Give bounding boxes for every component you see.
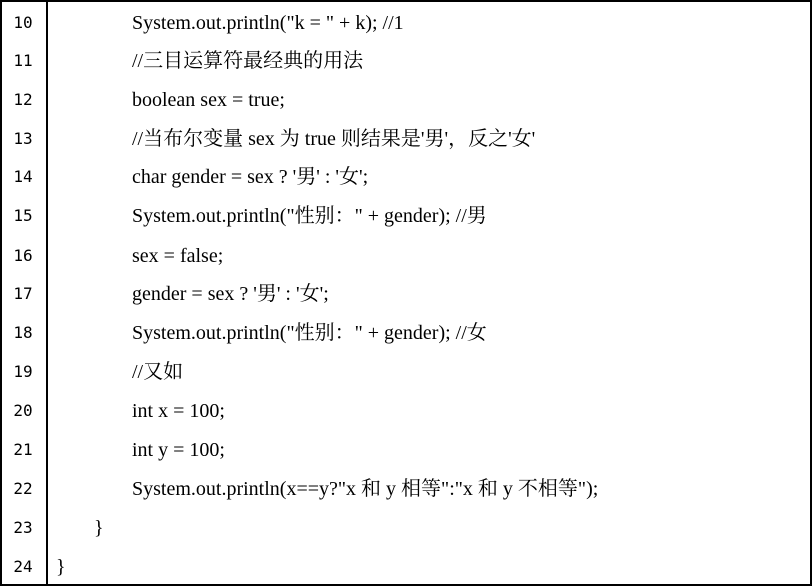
code-line [0,41,812,79]
code-line [0,3,812,41]
line-number: 22 [13,479,33,498]
line-number: 18 [13,323,33,342]
code-text: int y = 100; [132,439,225,461]
line-number: 16 [13,246,33,265]
closing-brace: } [94,517,104,539]
code-line [0,80,812,118]
code-line [0,391,812,429]
code-line [0,352,812,390]
code-text: boolean sex = true; [132,89,285,111]
line-number: 17 [13,284,33,303]
line-number: 20 [13,401,33,420]
code-line [0,236,812,274]
line-number: 10 [13,13,33,32]
code-comment: //又如 [132,361,184,383]
line-number: 13 [13,129,33,148]
code-line [0,547,812,585]
line-number: 11 [13,51,33,70]
code-text: char gender = sex ? '男' : '女'; [132,166,369,188]
code-text: System.out.println("性别：" + gender); //男 [132,205,487,227]
line-number: 15 [13,206,33,225]
line-number: 14 [13,167,33,186]
line-number: 19 [13,362,33,381]
code-line [0,196,812,234]
code-text: System.out.println("性别：" + gender); //女 [132,322,487,344]
code-line [0,313,812,351]
line-number: 23 [13,518,33,537]
line-number: 21 [13,440,33,459]
code-text: sex = false; [132,245,224,267]
code-text: int x = 100; [132,400,225,422]
code-comment: //三目运算符最经典的用法 [132,50,364,72]
code-line [0,469,812,507]
code-line [0,119,812,157]
code-line [0,157,812,195]
code-text: gender = sex ? '男' : '女'; [132,283,329,305]
code-line [0,508,812,546]
code-text: System.out.println("k = " + k); //1 [132,12,404,34]
code-text: System.out.println(x==y?"x 和 y 相等":"x 和 y 不相等"); [132,478,599,500]
line-number: 24 [13,557,33,576]
code-line [0,274,812,312]
closing-brace: } [56,556,66,578]
line-number: 12 [13,90,33,109]
code-line [0,430,812,468]
code-comment: //当布尔变量 sex 为 true 则结果是'男'，反之'女' [132,128,536,150]
